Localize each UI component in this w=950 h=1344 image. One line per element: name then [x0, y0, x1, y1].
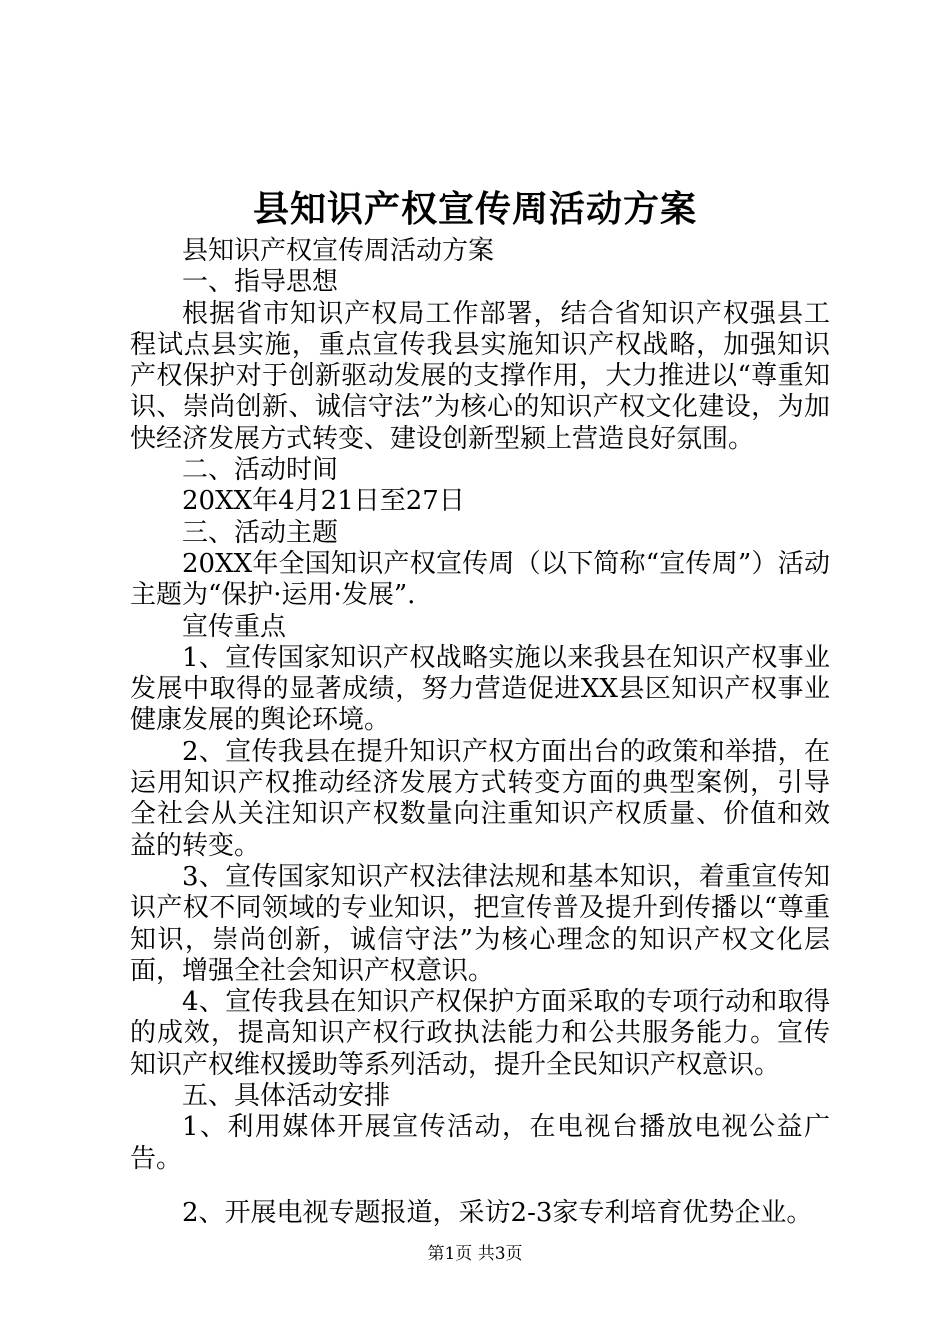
heading-activity-theme: 三、活动主题: [182, 517, 339, 548]
paragraph-focus-2: 2、宣传我县在提升知识产权方面出台的政策和举措，在运用知识产权推动经济发展方式转变方面的典型案例，引导全社会从关注知识产权数量向注重知识产权质量、价值和效益的转变。: [130, 736, 830, 861]
heading-activity-time: 二、活动时间: [182, 455, 339, 486]
paragraph-guiding-idea: 根据省市知识产权局工作部署，结合省知识产权强县工程试点县实施，重点宣传我县实施知识产权战略，加强知识产权保护对于创新驱动发展的支撑作用，大力推进以“尊重知识、崇尚创新、诚信守法”为核心的知识产权文化建设，为加快经济发展方式转变、建设创新型颍上营造良好氛围。: [130, 298, 830, 454]
paragraph-focus-3: 3、宣传国家知识产权法律法规和基本知识，着重宣传知识产权不同领域的专业知识，把宣传普及提升到传播以“尊重知识，崇尚创新，诚信守法”为核心理念的知识产权文化层面，增强全社会知识产权意识。: [130, 861, 830, 986]
paragraph-subtitle: 县知识产权宣传周活动方案: [182, 236, 495, 266]
paragraph-activity-time: 20XX年4月21日至27日: [182, 486, 465, 517]
document-title: 县知识产权宣传周活动方案: [252, 188, 697, 230]
document-body: [130, 236, 830, 1229]
heading-guiding-idea: 一、指导思想: [182, 267, 339, 298]
heading-publicity-focus: 宣传重点: [182, 611, 287, 642]
paragraph-arrangement-2: 2、开展电视专题报道，采访2-3家专利培育优势企业。: [182, 1197, 813, 1228]
heading-activity-arrangement: 五、具体活动安排: [182, 1081, 391, 1112]
page-footer: 第1页 共3页: [427, 1244, 523, 1264]
paragraph-focus-4: 4、宣传我县在知识产权保护方面采取的专项行动和取得的成效，提高知识产权行政执法能力和公共服务能力。宣传知识产权维权援助等系列活动，提升全民知识产权意识。: [130, 987, 830, 1080]
paragraph-arrangement-1: 1、利用媒体开展宣传活动，在电视台播放电视公益广告。: [130, 1112, 830, 1174]
paragraph-activity-theme: 20XX年全国知识产权宣传周（以下简称“宣传周”）活动主题为“保护·运用·发展”.: [130, 548, 830, 611]
paragraph-focus-1: 1、宣传国家知识产权战略实施以来我县在知识产权事业发展中取得的显著成绩，努力营造促进XX县区知识产权事业健康发展的舆论环境。: [130, 642, 830, 736]
